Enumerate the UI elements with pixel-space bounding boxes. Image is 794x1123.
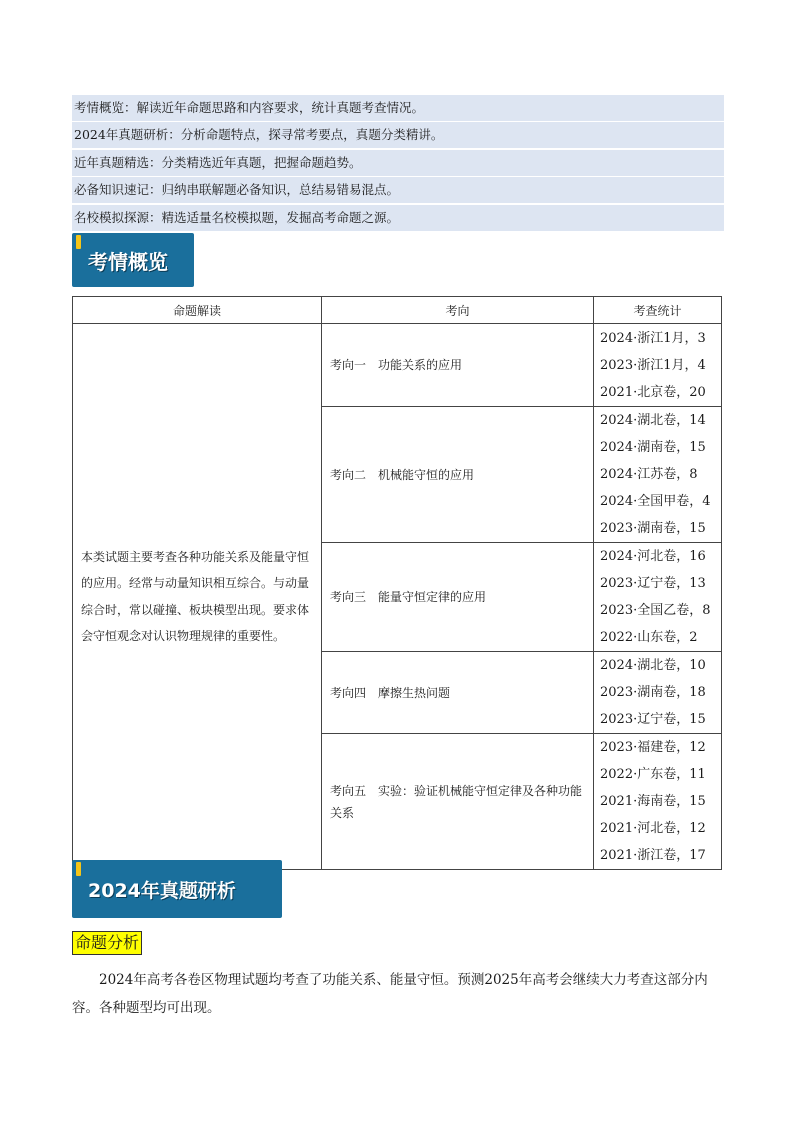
body-paragraph: 2024年高考各卷区物理试题均考查了功能关系、能量守恒。预测2025年高考会继续大力考查这部分内容。各种题型均可出现。 — [72, 972, 708, 1016]
direction-cell: 考向三 能量守恒定律的应用 — [322, 543, 594, 652]
stats-cell — [594, 652, 722, 734]
toc-item: 名校模拟探源：精选适量名校模拟题，发掘高考命题之源。 — [72, 205, 724, 231]
direction-cell: 考向五 实验：验证机械能守恒定律及各种功能关系 — [322, 734, 594, 870]
stat-item: 2023·浙江1月，4 — [600, 357, 706, 373]
stat-item: 2022·山东卷，2 — [600, 630, 698, 645]
stat-item: 2024·湖北卷，14 — [600, 413, 706, 428]
table-header: 考向 — [322, 297, 594, 324]
direction-cell: 考向一 功能关系的应用 — [322, 324, 594, 407]
section-banner-2024-analysis — [72, 860, 282, 918]
toc-item: 必备知识速记：归纳串联解题必备知识，总结易错易混点。 — [72, 177, 724, 203]
section-title: 2024年真题研析 — [88, 880, 236, 902]
exam-analysis-table — [72, 296, 722, 870]
subsection-title: 命题分析 — [72, 931, 142, 955]
toc-item: 2024年真题研析：分析命题特点，探寻常考要点，真题分类精讲。 — [72, 122, 724, 148]
toc-list — [72, 95, 724, 232]
stat-item: 2023·福建卷，12 — [600, 740, 706, 755]
stats-cell — [594, 543, 722, 652]
section-title: 考情概览 — [88, 250, 168, 274]
direction-cell: 考向二 机械能守恒的应用 — [322, 407, 594, 543]
stat-item: 2024·全国甲卷，4 — [600, 494, 711, 509]
description-cell: 本类试题主要考查各种功能关系及能量守恒的应用。经常与动量知识相互综合。与动量综合时，常以碰撞、板块模型出现。要求体会守恒观念对认识物理规律的重要性。 — [73, 324, 322, 870]
stat-item: 2024·江苏卷，8 — [600, 467, 698, 482]
stats-cell — [594, 324, 722, 407]
direction-cell: 考向四 摩擦生热问题 — [322, 652, 594, 734]
stat-item: 2023·辽宁卷，15 — [600, 712, 706, 727]
table-header: 命题解读 — [73, 297, 322, 324]
stat-item: 2023·湖南卷，18 — [600, 685, 706, 700]
stat-item: 2023·辽宁卷，13 — [600, 576, 706, 591]
stats-cell — [594, 407, 722, 543]
stat-item: 2024·湖北卷，10 — [600, 658, 706, 673]
toc-item: 考情概览：解读近年命题思路和内容要求，统计真题考查情况。 — [72, 95, 724, 121]
stats-cell — [594, 734, 722, 870]
stat-item: 2024·浙江1月，3 — [600, 330, 706, 346]
stat-item: 2021·海南卷，15 — [600, 794, 706, 809]
stat-item: 2024·河北卷，16 — [600, 549, 706, 564]
stat-item: 2021·浙江卷，17 — [600, 848, 706, 863]
stat-item: 2022·广东卷，11 — [600, 767, 706, 782]
stat-item: 2021·北京卷，20 — [600, 384, 706, 400]
toc-item: 近年真题精选：分类精选近年真题，把握命题趋势。 — [72, 150, 724, 176]
stat-item: 2023·全国乙卷，8 — [600, 603, 711, 618]
table-header: 考查统计 — [594, 297, 722, 324]
section-banner-overview — [72, 233, 194, 287]
stat-item: 2024·湖南卷，15 — [600, 440, 706, 455]
banner-accent — [76, 235, 81, 249]
banner-accent — [76, 862, 81, 876]
stat-item: 2023·湖南卷，15 — [600, 521, 706, 536]
stat-item: 2021·河北卷，12 — [600, 821, 706, 836]
